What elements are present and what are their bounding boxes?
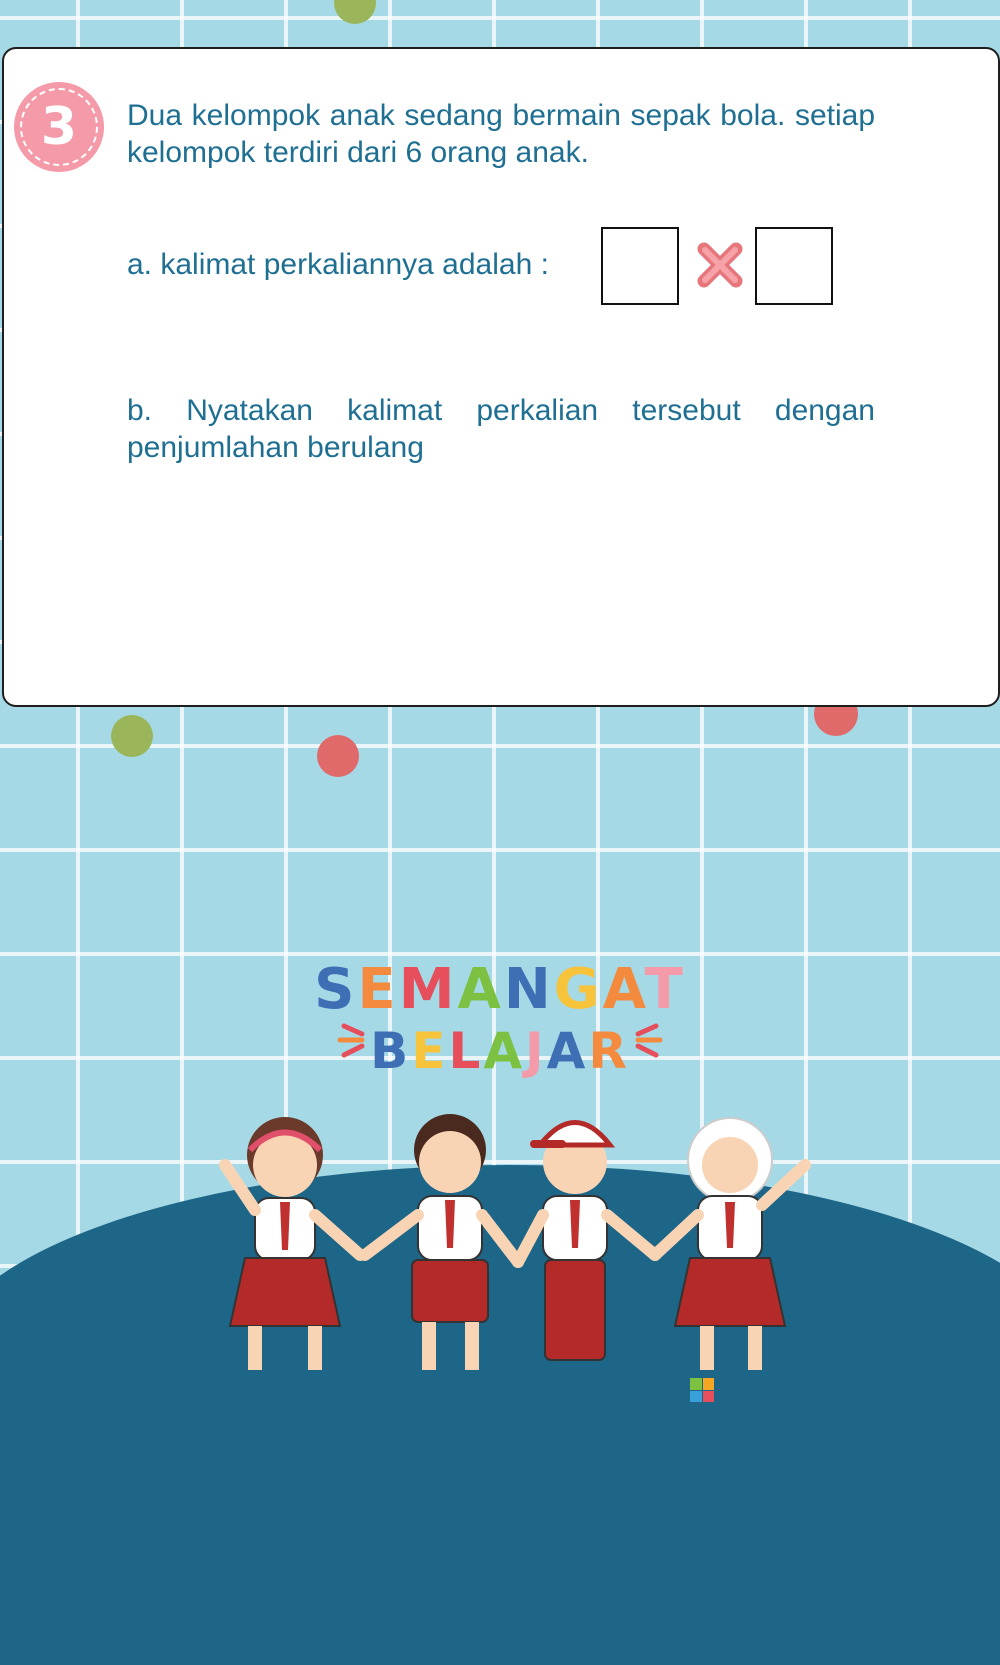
liveworksheets-watermark <box>690 1372 997 1408</box>
answer-box-second-factor[interactable] <box>755 227 833 305</box>
sparkle-right-icon <box>638 1026 660 1055</box>
liveworksheets-logo-icon <box>690 1378 714 1402</box>
decorative-dot-green <box>111 715 153 757</box>
part-a-label: a. kalimat perkaliannya adalah : <box>127 248 549 281</box>
decorative-dot-red <box>317 735 359 777</box>
student-girl-hijab <box>655 1118 805 1370</box>
student-boy-cap <box>518 1123 655 1361</box>
sparkle-left-icon <box>340 1026 362 1055</box>
student-boy <box>365 1114 518 1370</box>
answer-box-first-factor[interactable] <box>601 227 679 305</box>
student-girl-pigtails <box>225 1117 360 1370</box>
banner-line1: SEMANGAT <box>314 957 686 1022</box>
watermark-text: LIVEWORKSHEETS <box>718 1373 998 1406</box>
question-number: 3 <box>40 97 78 157</box>
multiply-icon <box>694 240 746 290</box>
students-holding-hands-illustration <box>200 1090 840 1390</box>
question-number-badge <box>14 82 104 172</box>
part-b-text: b. Nyatakan kalimat perkalian tersebut dengan penjumlahan berulang <box>127 394 875 464</box>
question-intro: Dua kelompok anak sedang bermain sepak bola. setiap kelompok terdiri dari 6 orang anak. <box>127 99 875 169</box>
semangat-belajar-banner <box>310 956 690 1086</box>
banner-line2: BELAJAR <box>370 1022 630 1080</box>
